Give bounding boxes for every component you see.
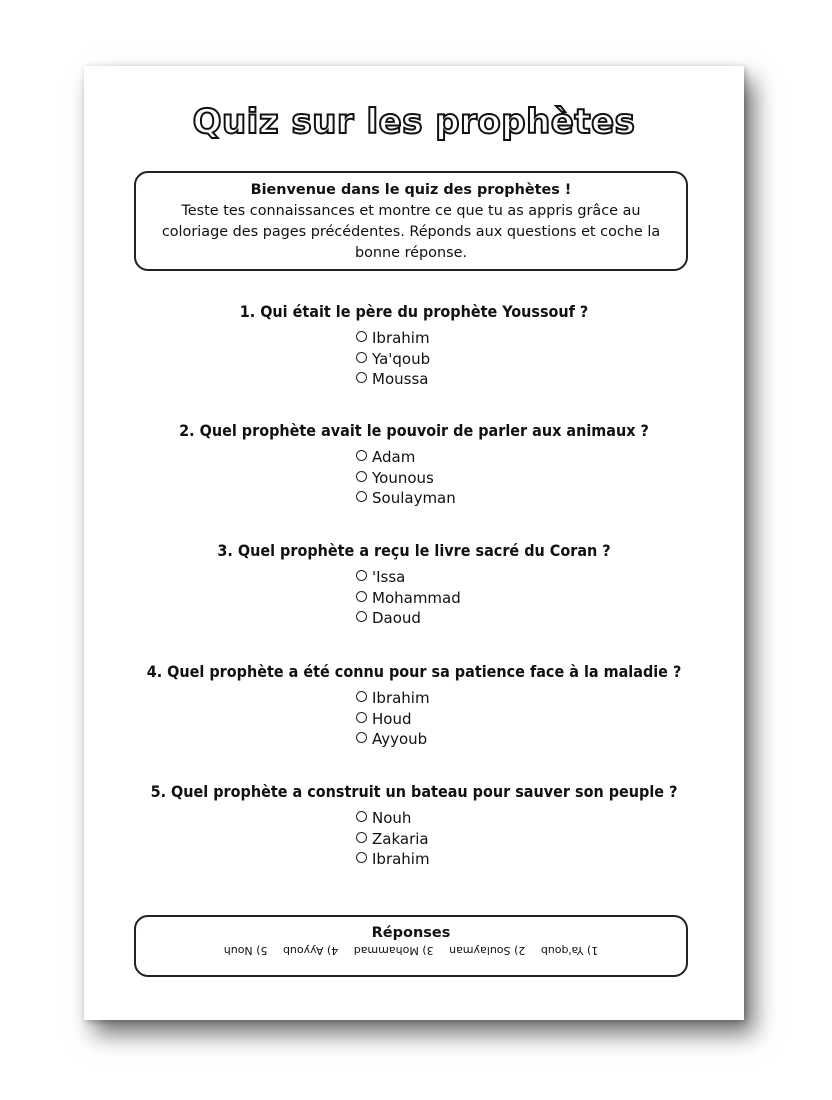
- intro-heading: Bienvenue dans le quiz des prophètes !: [250, 182, 572, 198]
- question-1: [84, 301, 744, 390]
- answer-item: 4) Ayyoub: [282, 944, 339, 957]
- options-list: [356, 688, 476, 750]
- option[interactable]: [356, 328, 476, 349]
- radio-circle-icon[interactable]: [356, 611, 367, 622]
- question-3: [84, 540, 744, 629]
- option[interactable]: [356, 829, 476, 850]
- question-text: 3. Quel prophète a reçu le livre sacré du Coran ?: [217, 541, 611, 560]
- option-label: Ibrahim: [372, 850, 430, 868]
- option[interactable]: [356, 709, 476, 730]
- option-label: Ya'qoub: [372, 349, 431, 368]
- option[interactable]: [356, 688, 476, 709]
- answer-item: 1) Ya'qoub: [540, 944, 599, 957]
- option-label: Ibrahim: [372, 329, 430, 347]
- radio-circle-icon[interactable]: [356, 732, 367, 743]
- question-5: [84, 781, 744, 870]
- options-list: [356, 808, 476, 870]
- radio-circle-icon[interactable]: [356, 570, 367, 581]
- option[interactable]: [356, 588, 476, 609]
- option[interactable]: [356, 567, 476, 588]
- radio-circle-icon[interactable]: [356, 832, 367, 843]
- option[interactable]: [356, 488, 476, 509]
- question-text: 4. Quel prophète a été connu pour sa patience face à la maladie ?: [146, 662, 682, 681]
- option-label: Younous: [372, 468, 434, 487]
- radio-circle-icon[interactable]: [356, 331, 367, 342]
- answer-item: 5) Nouh: [223, 944, 268, 957]
- answer-item: 2) Soulayman: [449, 944, 526, 957]
- question-4: [84, 661, 744, 750]
- page-title: Quiz sur les prophètes: [192, 102, 636, 142]
- option[interactable]: [356, 849, 476, 870]
- option[interactable]: [356, 608, 476, 629]
- option[interactable]: [356, 729, 476, 750]
- options-list: [356, 328, 476, 390]
- intro-box: [134, 171, 688, 271]
- radio-circle-icon[interactable]: [356, 691, 367, 702]
- question-2: [84, 420, 744, 509]
- option-label: Ibrahim: [372, 689, 430, 707]
- option[interactable]: [356, 369, 476, 390]
- radio-circle-icon[interactable]: [356, 591, 367, 602]
- option[interactable]: [356, 349, 476, 370]
- options-list: [356, 447, 476, 509]
- intro-body: Teste tes connaissances et montre ce que tu as appris grâce au coloriage des pages précédentes. Réponds aux questions et coche la bonne réponse.: [161, 203, 661, 261]
- answers-title: Réponses: [371, 925, 451, 941]
- radio-circle-icon[interactable]: [356, 811, 367, 822]
- option[interactable]: [356, 447, 476, 468]
- answer-item: 3) Mohammad: [353, 944, 434, 957]
- option-label: Daoud: [372, 609, 421, 627]
- answers-list: [136, 944, 686, 957]
- quiz-page: [84, 66, 744, 1020]
- option-label: Ayyoub: [372, 730, 428, 748]
- option-label: Houd: [372, 709, 412, 728]
- question-text: 1. Qui était le père du prophète Youssouf ?: [239, 302, 589, 321]
- radio-circle-icon[interactable]: [356, 450, 367, 461]
- option-label: Zakaria: [372, 829, 429, 848]
- option-label: 'Issa: [372, 568, 406, 586]
- option-label: Nouh: [372, 809, 412, 827]
- question-text: 5. Quel prophète a construit un bateau pour sauver son peuple ?: [150, 782, 678, 801]
- option-label: Adam: [372, 448, 416, 466]
- option[interactable]: [356, 468, 476, 489]
- radio-circle-icon[interactable]: [356, 352, 367, 363]
- radio-circle-icon[interactable]: [356, 712, 367, 723]
- option-label: Soulayman: [372, 489, 456, 507]
- radio-circle-icon[interactable]: [356, 372, 367, 383]
- radio-circle-icon[interactable]: [356, 852, 367, 863]
- option[interactable]: [356, 808, 476, 829]
- option-label: Mohammad: [372, 588, 461, 607]
- options-list: [356, 567, 476, 629]
- option-label: Moussa: [372, 370, 429, 388]
- answers-box: [134, 915, 688, 977]
- question-text: 2. Quel prophète avait le pouvoir de parler aux animaux ?: [179, 421, 649, 440]
- radio-circle-icon[interactable]: [356, 491, 367, 502]
- radio-circle-icon[interactable]: [356, 471, 367, 482]
